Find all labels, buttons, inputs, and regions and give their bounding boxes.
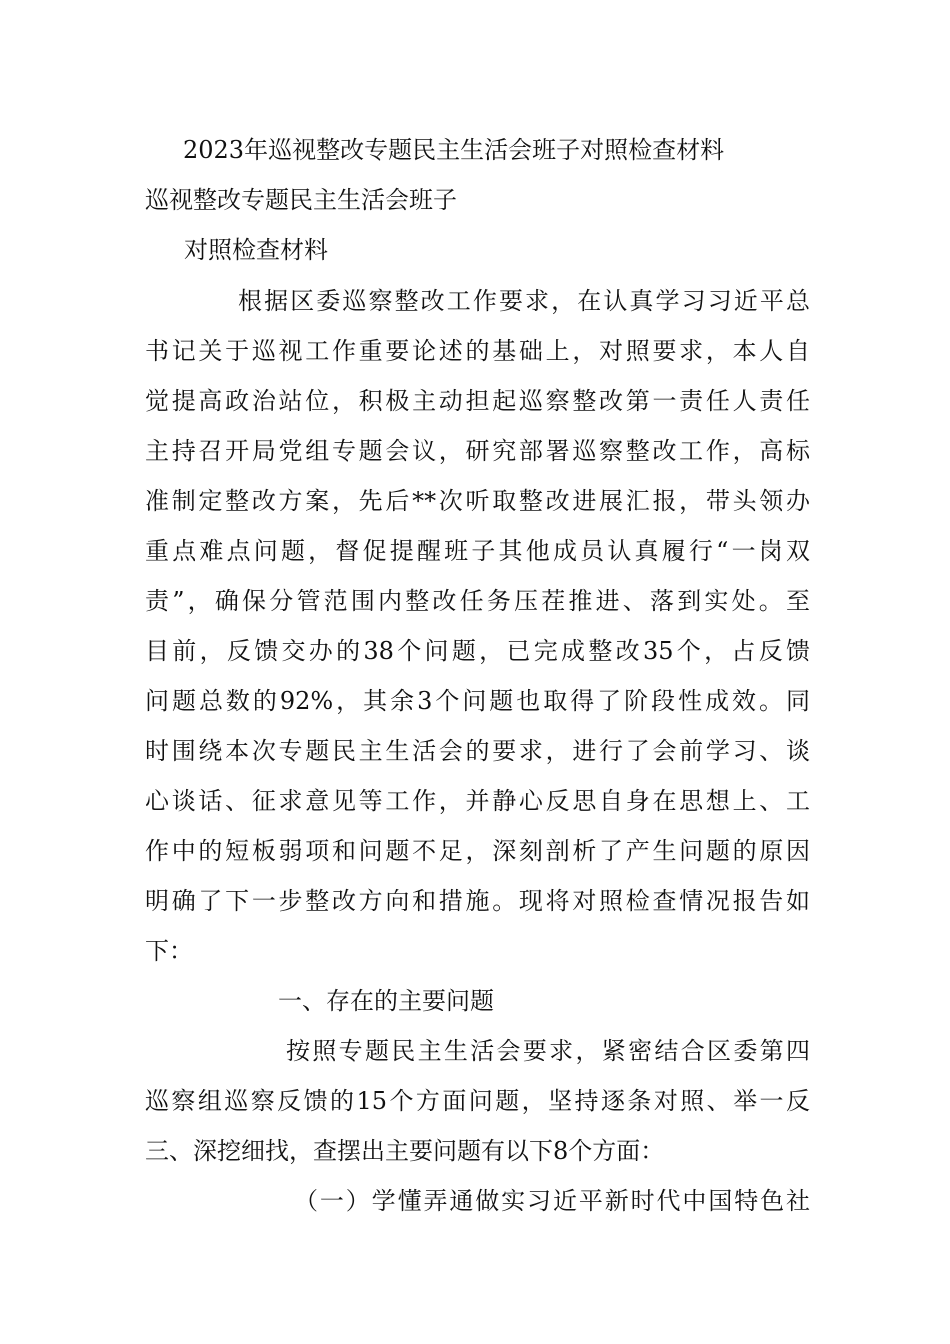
document-subtitle-line-1: 巡视整改专题民主生活会班子	[145, 186, 457, 214]
paragraph-line: 下：	[145, 937, 193, 965]
paragraph-line: 巡察组巡察反馈的15个方面问题，坚持逐条对照、举一反	[145, 1087, 810, 1115]
paragraph-line: 明确了下一步整改方向和措施。现将对照检查情况报告如	[145, 887, 810, 915]
paragraph-line: 心谈话、征求意见等工作，并静心反思自身在思想上、工	[145, 787, 810, 815]
subsection-heading: （一）学懂弄通做实习近平新时代中国特色社	[294, 1187, 810, 1215]
paragraph-line: 三、深挖细找，查摆出主要问题有以下8个方面：	[145, 1137, 665, 1165]
paragraph-line: 根据区委巡察整改工作要求，在认真学习习近平总	[238, 287, 810, 315]
document-title: 2023年巡视整改专题民主生活会班子对照检查材料	[183, 136, 725, 164]
paragraph-line: 主持召开局党组专题会议，研究部署巡察整改工作，高标	[145, 437, 810, 465]
paragraph-line: 问题总数的92%，其余3个问题也取得了阶段性成效。同	[145, 687, 810, 715]
paragraph-line: 准制定整改方案，先后**次听取整改进展汇报，带头领办	[145, 487, 810, 515]
document-subtitle-line-2: 对照检查材料	[184, 236, 328, 264]
paragraph-line: 觉提高政治站位，积极主动担起巡察整改第一责任人责任	[145, 387, 810, 415]
paragraph-line: 作中的短板弱项和问题不足，深刻剖析了产生问题的原因	[145, 837, 810, 865]
paragraph-line: 责”，确保分管范围内整改任务压茬推进、落到实处。至	[145, 587, 810, 615]
paragraph-line: 按照专题民主生活会要求，紧密结合区委第四	[286, 1037, 810, 1065]
paragraph-line: 书记关于巡视工作重要论述的基础上，对照要求，本人自	[145, 337, 810, 365]
section-heading: 一、存在的主要问题	[278, 987, 494, 1015]
paragraph-line: 目前，反馈交办的38个问题，已完成整改35个，占反馈	[145, 637, 810, 665]
paragraph-line: 重点难点问题，督促提醒班子其他成员认真履行“一岗双	[145, 537, 810, 565]
paragraph-line: 时围绕本次专题民主生活会的要求，进行了会前学习、谈	[145, 737, 810, 765]
